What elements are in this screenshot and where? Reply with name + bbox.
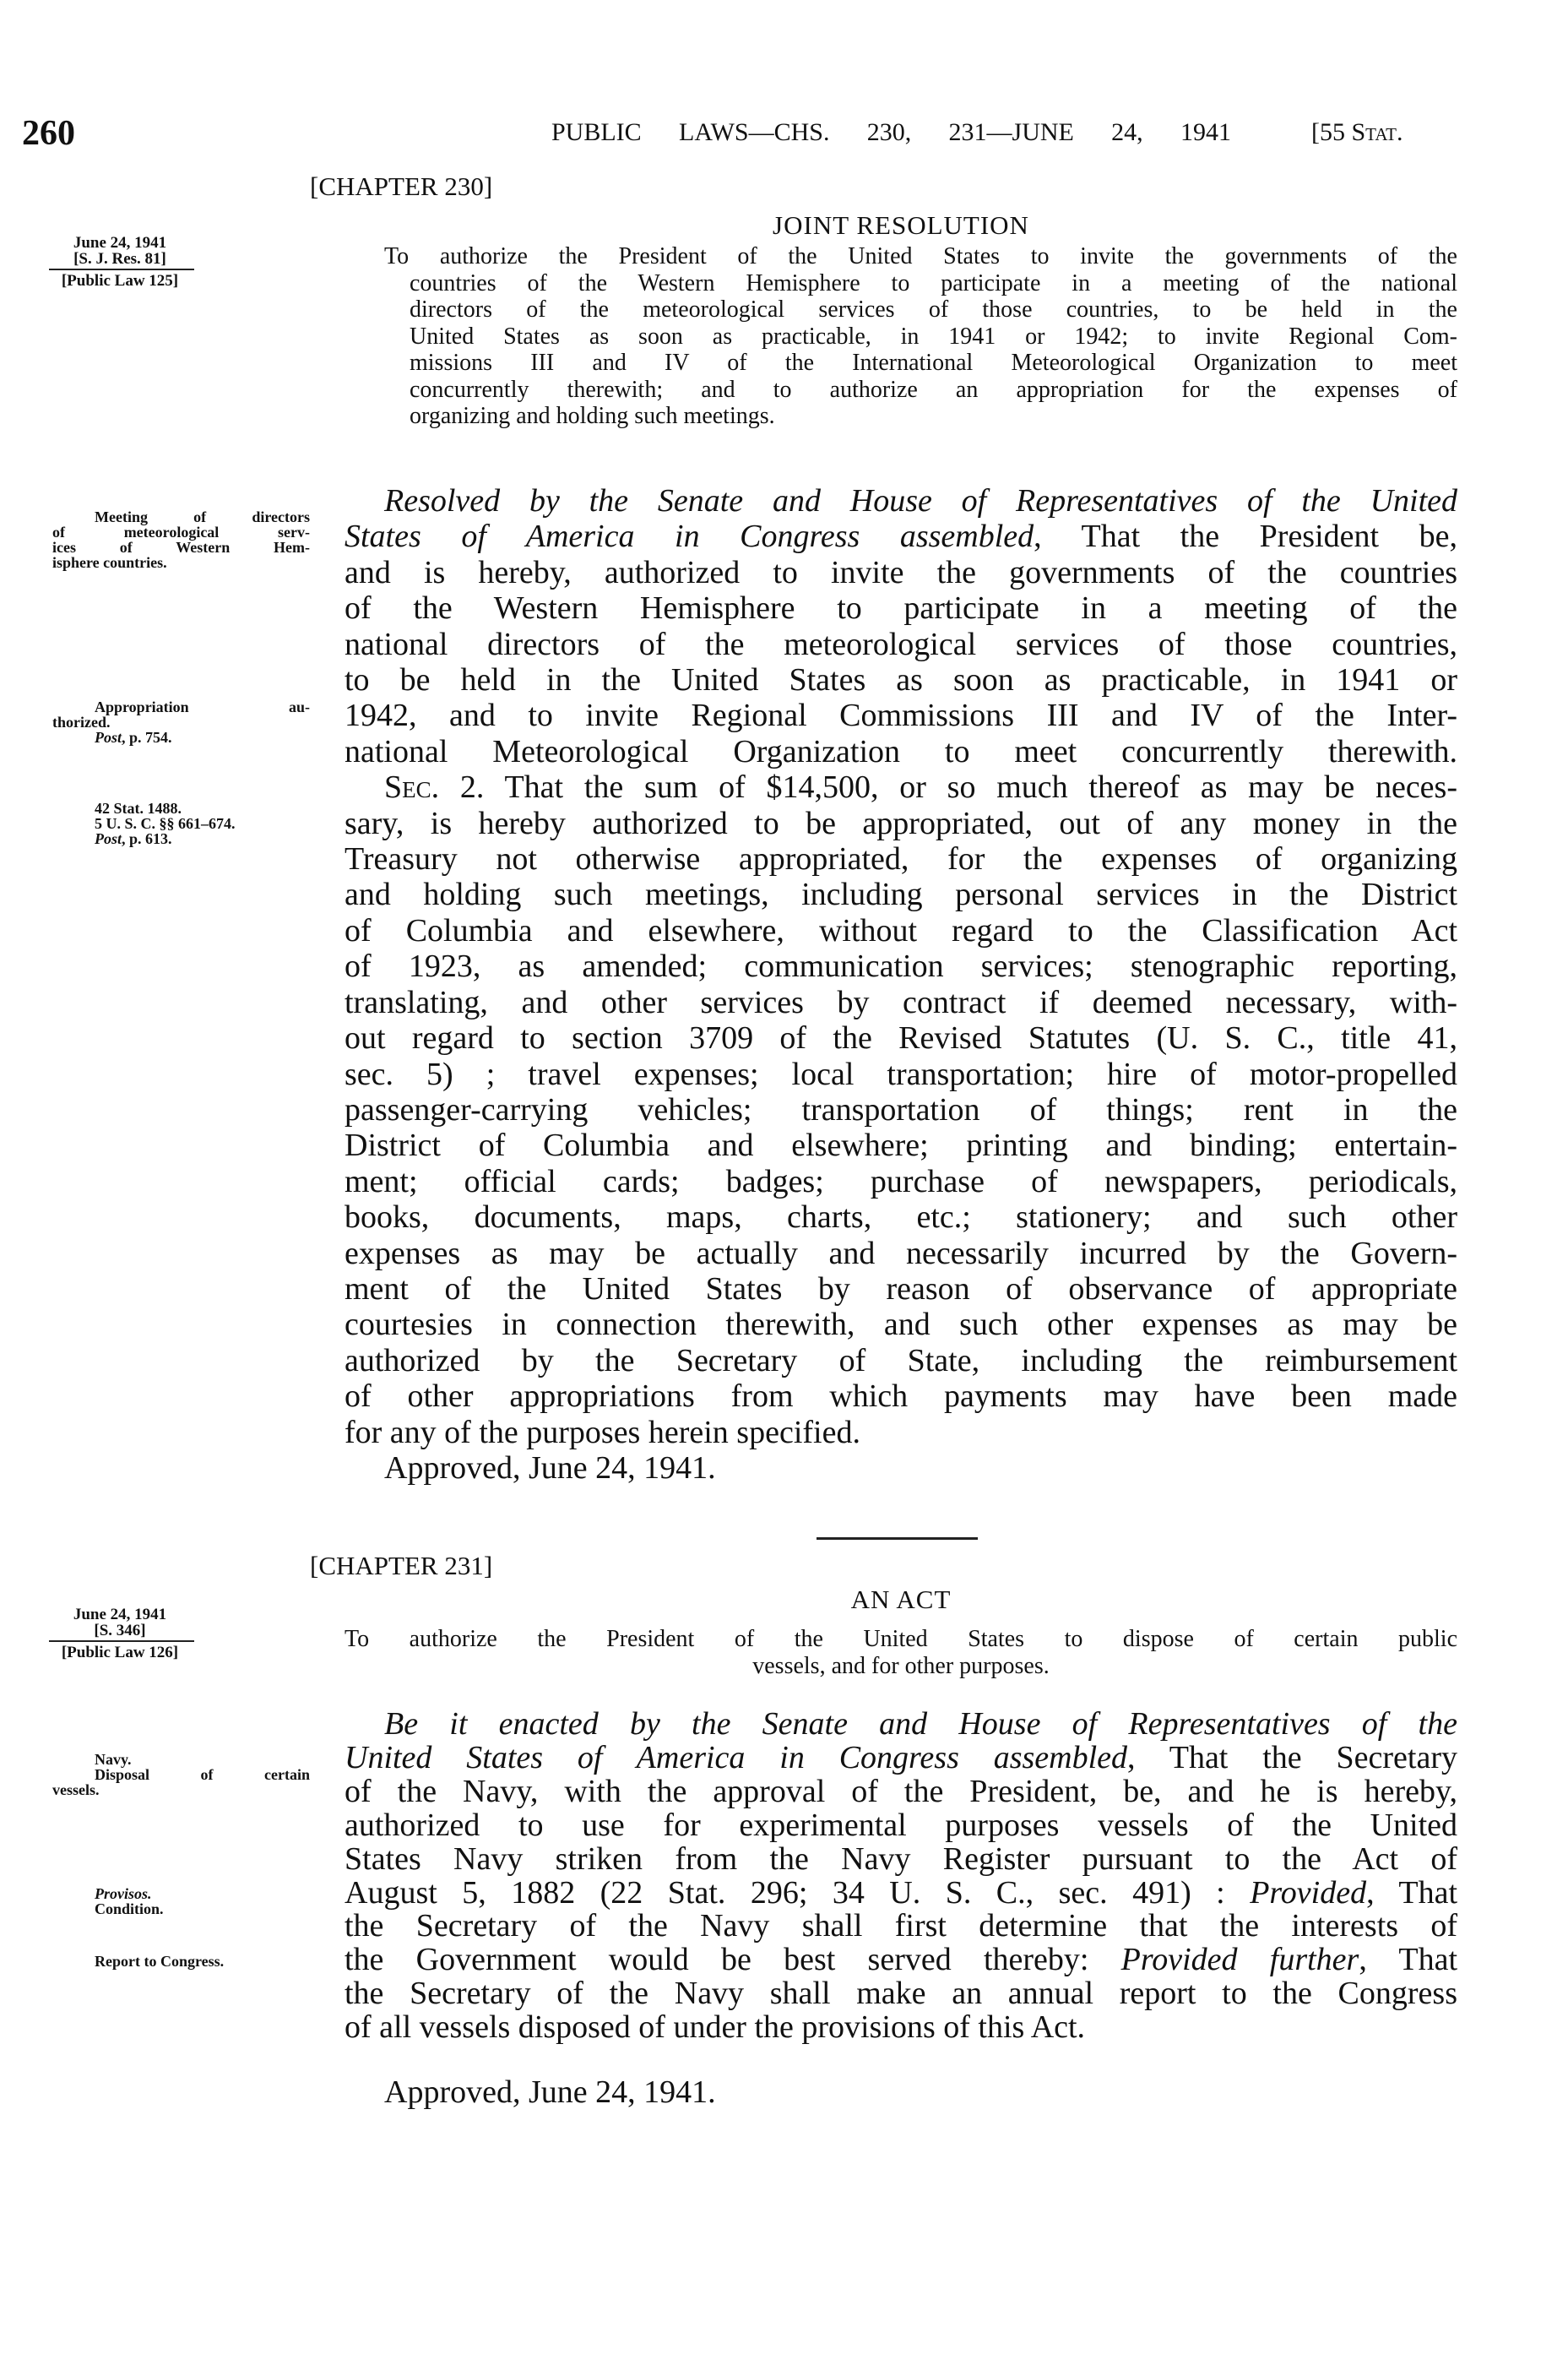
text-line [52, 540, 310, 555]
text-line [52, 1752, 310, 1767]
text-line [52, 1767, 310, 1782]
citation-rule [49, 269, 194, 270]
text-segment: 1942, and to invite Regional Commissions III and IV of the Inter- [345, 698, 1457, 734]
text-segment: thorized. [52, 714, 111, 731]
text-line [345, 949, 1457, 984]
text-line [52, 1782, 310, 1797]
text-segment: , That [1359, 1942, 1458, 1978]
text-line [345, 985, 1457, 1020]
text-segment: passenger-carrying vehicles; transportation of things; rent in the [345, 1091, 1457, 1128]
italic-text: Provisos. [95, 1885, 152, 1902]
citation-public-law: [Public Law 125] [61, 272, 179, 290]
italic-text: United States of America in Congress assembled [345, 1739, 1128, 1775]
text-line [345, 1378, 1457, 1414]
text-line [345, 1977, 1457, 2011]
chapter-type-heading: AN ACT [850, 1585, 952, 1614]
text-line [345, 1020, 1457, 1056]
text-line [52, 699, 310, 715]
summary-line: countries of the Western Hemisphere to participate in a meeting of the national [410, 269, 1457, 296]
text-segment: the Secretary of the Navy shall first determine that the interests of [345, 1908, 1457, 1944]
text-line [345, 627, 1457, 662]
italic-text: Be it enacted by the Senate and House of Representatives of the [384, 1706, 1457, 1742]
text-line [52, 730, 310, 745]
text-segment: 5 U. S. C. §§ 661–674. [95, 815, 236, 832]
text-line [345, 1128, 1457, 1163]
chapter-divider [817, 1537, 978, 1540]
margin-note-meeting [52, 509, 310, 570]
text-segment: sary, is hereby authorized to be appropriated, out of any money in the [345, 805, 1457, 841]
text-segment: Report to Congress. [95, 1953, 225, 1970]
text-segment: Navy. [95, 1751, 132, 1768]
text-line [345, 1415, 1457, 1450]
citation-rule [49, 1640, 194, 1642]
text-segment: to be held in the United States as soon as practicable, in 1941 or [345, 662, 1457, 699]
text-line [345, 1840, 1457, 1877]
act-body [345, 1708, 1457, 2045]
approval-line-wrap [345, 2076, 1457, 2110]
text-segment: , p. 754. [122, 729, 172, 746]
text-line [345, 1057, 1457, 1092]
text-line [345, 1271, 1457, 1307]
summary-line: concurrently therewith; and to authorize an appropriation for the expenses of [410, 376, 1457, 403]
text-line [345, 734, 1457, 769]
text-segment: District of Columbia and elsewhere; printing and binding; entertain- [345, 1128, 1457, 1164]
text-line [52, 1954, 310, 1969]
text-line [345, 1236, 1457, 1271]
text-segment: out regard to section 3709 of the Revised Statutes (U. S. C., title 41, [345, 1020, 1457, 1057]
text-segment: States Navy striken from the Navy Register pursuant to the Act of [345, 1840, 1457, 1877]
chapter-label: [CHAPTER 230] [310, 171, 493, 201]
text-segment: ment of the United States by reason of observance of appropriate [345, 1270, 1457, 1307]
text-segment: national Meteorological Organization to meet concurrently therewith. [345, 733, 1457, 769]
text-segment: Disposal of certain [95, 1766, 310, 1783]
volume-reference: [55 Stat. [1311, 118, 1403, 146]
text-segment: , That the President be, [1034, 519, 1457, 555]
text-line [52, 801, 310, 816]
text-segment: sec. 5) ; travel expenses; local transportation; hire of motor-propelled [345, 1056, 1457, 1092]
margin-note-appropriation [52, 699, 310, 745]
text-line [345, 877, 1457, 912]
text-line [345, 1775, 1457, 1809]
text-line [345, 2011, 1457, 2045]
text-line [345, 1092, 1457, 1128]
text-line [345, 1164, 1457, 1199]
margin-note-navy [52, 1752, 310, 1797]
text-line [52, 831, 310, 846]
approval-line: Approved, June 24, 1941. [384, 2074, 716, 2110]
text-segment: the Secretary of the Navy shall make an annual report to the Congress [345, 1976, 1457, 2012]
italic-text: Post [95, 830, 122, 847]
text-segment: August 5, 1882 (22 Stat. 296; 34 U. S. C., sec. 491) : [345, 1874, 1251, 1911]
text-line [345, 841, 1457, 877]
text-segment: the Government would be best served thereby: [345, 1942, 1121, 1978]
text-segment: authorized to use for experimental purposes vessels of the United [345, 1807, 1457, 1843]
summary-line: To authorize the President of the United States to invite the governments of the [384, 243, 1457, 269]
text-segment: of the Western Hemisphere to participate in a meeting of the [345, 590, 1457, 627]
text-segment: for any of the purposes herein specified. [345, 1414, 860, 1450]
text-line [345, 1809, 1457, 1843]
text-segment: of 1923, as amended; communication services; stenographic reporting, [345, 949, 1457, 985]
margin-note-references [52, 801, 310, 846]
summary-line: To authorize the President of the United States to dispose of certain public [345, 1626, 1457, 1652]
italic-text: States of America in Congress assembled [345, 519, 1034, 555]
text-line [345, 913, 1457, 949]
text-line [345, 806, 1457, 841]
text-segment: Appropriation au- [95, 699, 310, 715]
text-segment: of other appropriations from which payments may have been made [345, 1378, 1457, 1415]
text-line [345, 590, 1457, 626]
text-segment: authorized by the Secretary of State, including the reimbursement [345, 1342, 1457, 1378]
summary-line: United States as soon as practicable, in 1941 or 1942; to invite Regional Com- [410, 323, 1457, 350]
text-segment: expenses as may be actually and necessarily incurred by the Govern- [345, 1235, 1457, 1271]
summary-line: vessels, and for other purposes. [752, 1652, 1050, 1679]
text-segment: courtesies in connection therewith, and such other expenses as may be [345, 1307, 1457, 1343]
italic-text: Resolved by the Senate and House of Representatives of the United [384, 483, 1457, 519]
resolution-summary [384, 243, 1457, 430]
summary-line: organizing and holding such meetings. [410, 403, 775, 429]
italic-text: Provided further [1120, 1942, 1359, 1978]
page-number: 260 [22, 114, 75, 153]
text-segment: 2. That the sum of $14,500, or so much thereof as may be neces- [439, 769, 1457, 806]
text-segment: Treasury not otherwise appropriated, for the expenses of organizing [345, 841, 1457, 878]
text-line [52, 715, 310, 730]
text-segment: , p. 613. [122, 830, 172, 847]
text-segment: national directors of the meteorological services of those countries, [345, 626, 1457, 662]
text-line [345, 1910, 1457, 1944]
act-summary [345, 1626, 1457, 1679]
text-line [52, 555, 310, 570]
text-segment: of Columbia and elsewhere, without regard to the Classification Act [345, 912, 1457, 949]
margin-citation [52, 235, 187, 289]
citation-bill: [S. J. Res. 81] [73, 250, 166, 268]
text-line [345, 769, 1457, 805]
text-line [52, 509, 310, 525]
citation-bill: [S. 346] [94, 1622, 146, 1639]
text-segment: Condition. [95, 1900, 164, 1917]
italic-text: Post [95, 729, 122, 746]
text-segment: books, documents, maps, charts, etc.; stationery; and such other [345, 1199, 1457, 1236]
text-segment: of the Navy, with the approval of the President, be, and he is hereby, [345, 1773, 1457, 1809]
text-line [52, 816, 310, 831]
text-line [345, 1343, 1457, 1378]
margin-note-provisos [52, 1886, 310, 1916]
citation-date: June 24, 1941 [73, 1606, 167, 1623]
approval-line: Approved, June 24, 1941. [384, 1450, 716, 1486]
text-segment: translating, and other services by contract if deemed necessary, with- [345, 984, 1457, 1020]
margin-citation [52, 1606, 187, 1661]
approval-line-wrap [345, 1450, 1457, 1486]
text-segment: Meeting of directors [95, 508, 310, 525]
text-line [345, 698, 1457, 733]
summary-line: directors of the meteorological services of those countries, to be held in the [410, 296, 1457, 323]
text-segment: and is hereby, authorized to invite the governments of the countries [345, 554, 1457, 590]
text-segment: 42 Stat. 1488. [95, 800, 182, 817]
text-segment: of meteorological serv- [52, 524, 310, 541]
summary-line: missions III and IV of the International Meteorological Organization to meet [410, 350, 1457, 376]
text-segment: isphere countries. [52, 554, 167, 571]
text-line [345, 1944, 1457, 1977]
text-segment: Sec. [384, 769, 440, 806]
chapter-type-heading: JOINT RESOLUTION [773, 210, 1029, 240]
resolution-body [345, 483, 1457, 1450]
text-line [345, 1199, 1457, 1235]
italic-text: Provided [1250, 1874, 1367, 1911]
text-line [345, 555, 1457, 590]
text-line [345, 1874, 1457, 1911]
text-line [52, 1901, 310, 1916]
text-line [345, 519, 1457, 554]
text-segment: , That [1366, 1874, 1457, 1911]
margin-note-report [52, 1954, 310, 1969]
text-line [345, 1708, 1457, 1742]
text-segment: ices of Western Hem- [52, 539, 310, 556]
text-segment: , That the Secretary [1127, 1739, 1457, 1775]
running-title: PUBLIC LAWS—CHS. 230, 231—JUNE 24, 1941 [551, 118, 1231, 146]
text-line [52, 1886, 310, 1901]
text-segment: of all vessels disposed of under the provisions of this Act. [345, 2009, 1086, 2046]
text-line [52, 525, 310, 540]
text-line [345, 483, 1457, 519]
text-line [345, 1739, 1457, 1775]
text-segment: ment; official cards; badges; purchase of newspapers, periodicals, [345, 1163, 1457, 1199]
text-segment: and holding such meetings, including personal services in the District [345, 877, 1457, 913]
citation-public-law: [Public Law 126] [61, 1644, 179, 1661]
text-line [345, 1307, 1457, 1342]
text-segment: vessels. [52, 1781, 100, 1798]
chapter-label: [CHAPTER 231] [310, 1551, 493, 1580]
citation-date: June 24, 1941 [73, 234, 167, 252]
text-line [345, 662, 1457, 698]
